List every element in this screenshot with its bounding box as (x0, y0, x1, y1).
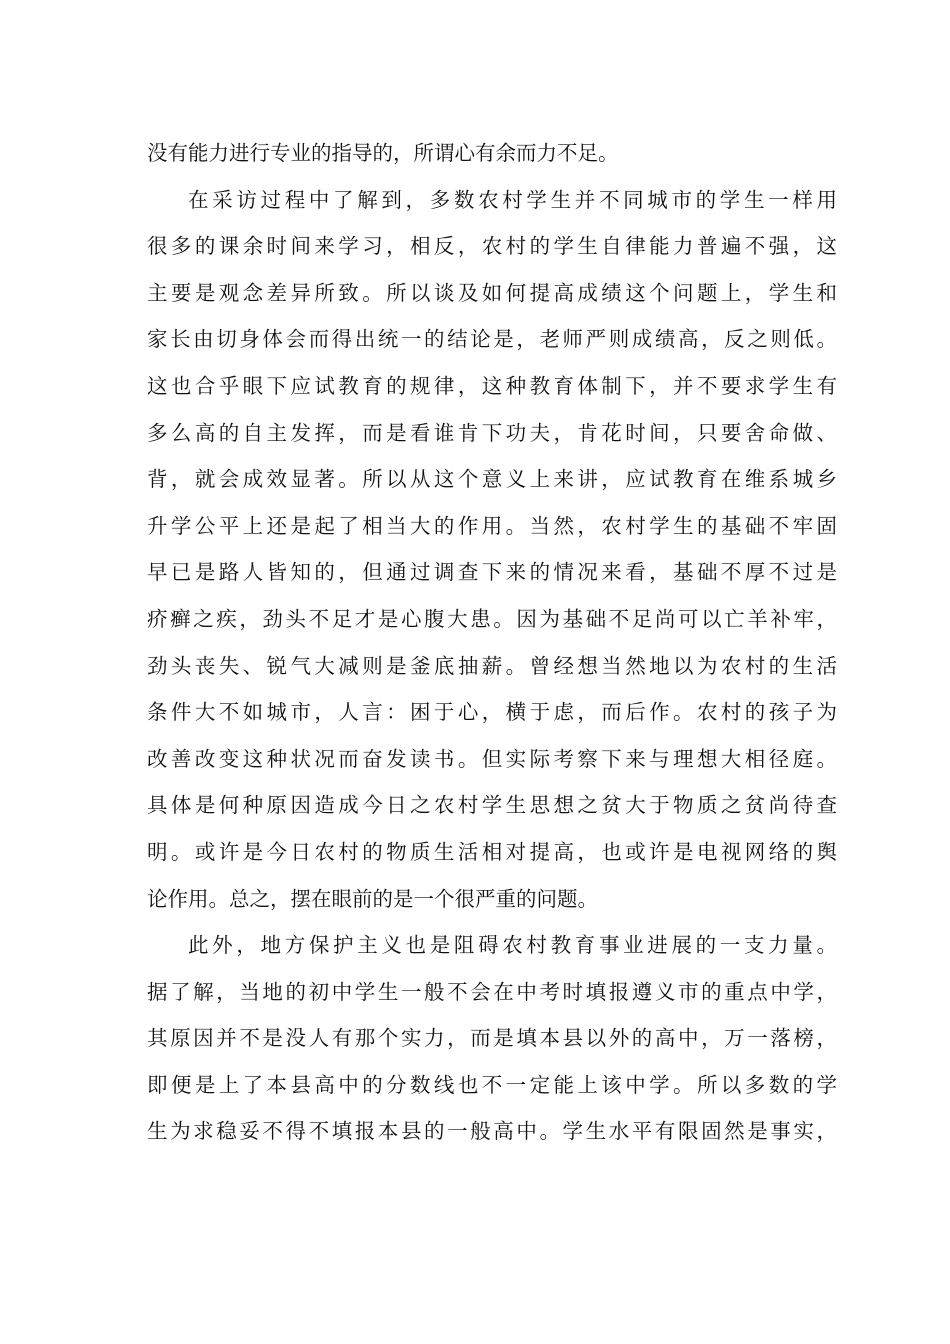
text-line: 明。或许是今日农村的物质生活相对提高，也或许是电视网络的舆 (147, 839, 837, 864)
text-line: 早已是路人皆知的，但通过调查下来的情况来看，基础不厚不过是 (147, 560, 837, 585)
text-line: 主要是观念差异所致。所以谈及如何提高成绩这个问题上，学生和 (147, 280, 837, 305)
text-line: 这也合乎眼下应试教育的规律，这种教育体制下，并不要求学生有 (147, 373, 837, 398)
text-line: 劲头丧失、锐气大减则是釜底抽薪。曾经想当然地以为农村的生活 (147, 653, 837, 678)
text-line: 疥癣之疾，劲头不足才是心腹大患。因为基础不足尚可以亡羊补牢， (147, 606, 837, 631)
paragraph-first-line: 此外，地方保护主义也是阻碍农村教育事业进展的一支力量。 (188, 933, 837, 958)
text-line: 升学公平上还是起了相当大的作用。当然，农村学生的基础不牢固 (147, 513, 837, 538)
text-line: 其原因并不是没人有那个实力，而是填本县以外的高中，万一落榜， (147, 1026, 837, 1051)
text-line: 据了解，当地的初中学生一般不会在中考时填报遵义市的重点中学， (147, 979, 837, 1004)
text-line: 具体是何种原因造成今日之农村学生思想之贫大于物质之贫尚待查 (147, 793, 837, 818)
text-line: 论作用。总之，摆在眼前的是一个很严重的问题。 (147, 886, 598, 911)
text-line: 即便是上了本县高中的分数线也不一定能上该中学。所以多数的学 (147, 1072, 837, 1097)
text-line: 很多的课余时间来学习，相反，农村的学生自律能力普遍不强，这 (147, 234, 837, 259)
body-text (147, 130, 837, 1155)
text-line: 家长由切身体会而得出统一的结论是，老师严则成绩高，反之则低。 (147, 327, 837, 352)
text-line: 没有能力进行专业的指导的，所谓心有余而力不足。 (147, 141, 619, 165)
text-line: 多么高的自主发挥，而是看谁肯下功夫，肯花时间，只要舍命做、 (147, 420, 837, 445)
text-line: 背，就会成效显著。所以从这个意义上来讲，应试教育在维系城乡 (147, 467, 837, 492)
paragraph-first-line: 在采访过程中了解到，多数农村学生并不同城市的学生一样用 (188, 187, 837, 212)
text-line: 生为求稳妥不得不填报本县的一般高中。学生水平有限固然是事实， (147, 1119, 837, 1144)
text-line: 条件大不如城市，人言：困于心，横于虑，而后作。农村的孩子为 (147, 700, 837, 725)
text-line: 改善改变这种状况而奋发读书。但实际考察下来与理想大相径庭。 (147, 746, 837, 771)
